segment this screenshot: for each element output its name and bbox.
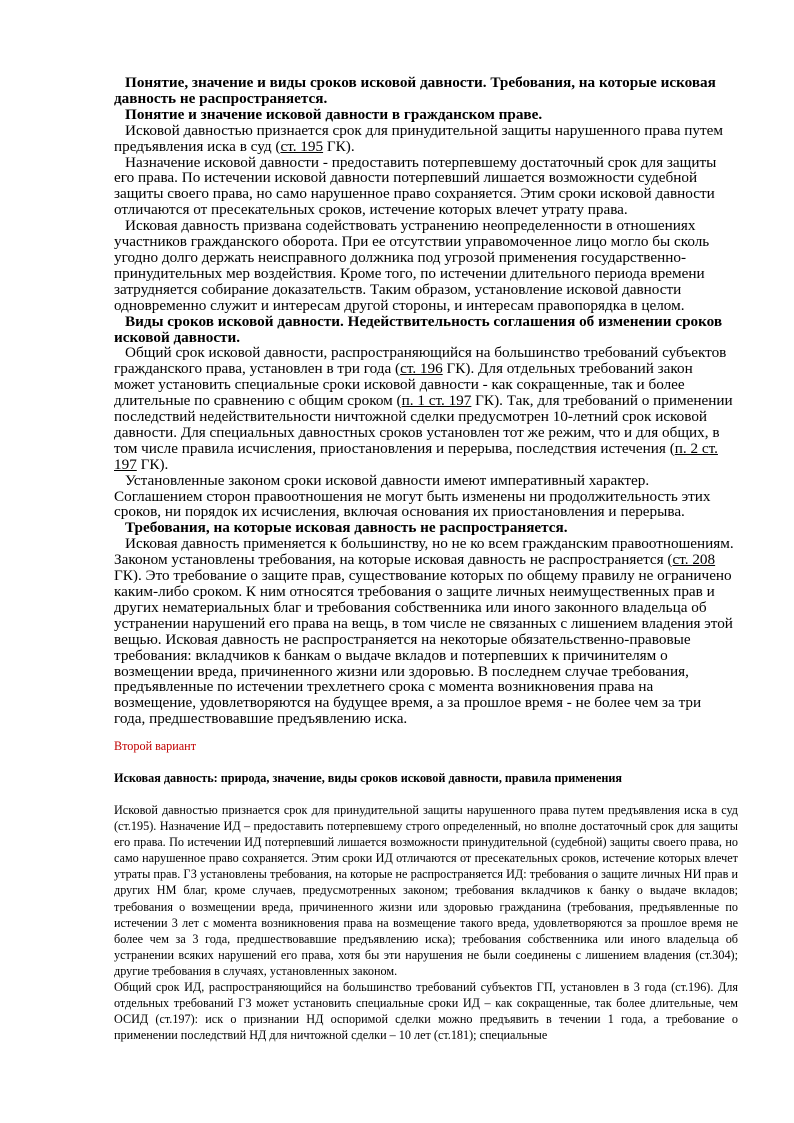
section-second-variant bbox=[114, 802, 738, 1043]
section-main bbox=[114, 75, 734, 727]
paragraph: Общий срок исковой давности, распространяющийся на большинство требований субъектов гражданского права, установлен в три года (ст. 196 ГК). Для отдельных требований закон может установить специальные сроки исковой давности - как сокращенные, так и более длительные по сравнению с общим сроком (п. 1 ст. 197 ГК). Так, для требований о применении последствий недействительности ничтожной сделки предусмотрен 10-летний срок исковой давности. Для специальных давностных сроков установлен тот же режим, что и для общих, в том числе правила исчисления, приостановления и перерыва, последствия истечения (п. 2 ст. 197 ГК). bbox=[114, 344, 733, 473]
link-p1-st-197[interactable]: п. 1 ст. 197 bbox=[401, 392, 472, 410]
section2-title: Исковая давность: природа, значение, виды сроков исковой давности, правила применения bbox=[114, 771, 622, 785]
claims-heading: Требования, на которые исковая давность не распространяется. bbox=[125, 519, 568, 537]
link-st-196[interactable]: ст. 196 bbox=[400, 360, 443, 378]
paragraph: Установленные законом сроки исковой давности имеют императивный характер. Соглашением сторон правоотношения не могут быть изменены ни продолжительность этих сроков, ни порядок их исчисления, включая основания их приостановления и перерыва. bbox=[114, 471, 711, 521]
main-heading: Понятие, значение и виды сроков исковой давности. Требования, на которые исковая давность не распространяется. bbox=[114, 74, 716, 107]
paragraph: Исковая давность призвана содействовать устранению неопределенности в отношениях участников гражданского оборота. При ее отсутствии управомоченное лицо могло бы сколь угодно долго держать неисправного должника под угрозой применения государственно-принудительных мер воздействия. Кроме того, по истечении длительного периода времени затрудняется собирание доказательств. Таким образом, установление исковой давности одновременно служит и интересам другой стороны, и интересам правопорядка в целом. bbox=[114, 217, 710, 314]
paragraph: Исковой давностью признается срок для принудительной защиты нарушенного права путем предъявления иска в суд (ст. 195 ГК). bbox=[114, 121, 723, 155]
paragraph: Назначение исковой давности - предоставить потерпевшему достаточный срок для защиты его права. По истечении исковой давности потерпевший лишается возможности судебной защиты своего права, но само нарушенное право сохраняется. Этим сроки исковой давности отличаются от пресекательных сроков, истечение которых влечет утрату права. bbox=[114, 153, 717, 219]
variant-label: Второй вариант bbox=[114, 739, 197, 753]
kinds-heading: Виды сроков исковой давности. Недействительность соглашения об изменении сроков исковой давности. bbox=[114, 312, 723, 346]
concept-heading: Понятие и значение исковой давности в гражданском праве. bbox=[125, 105, 543, 123]
link-p2-st-197[interactable]: п. 2 ст. 197 bbox=[114, 439, 718, 473]
link-st-208[interactable]: ст. 208 bbox=[672, 551, 716, 569]
paragraph: Исковой давностью признается срок для принудительной защиты нарушенного права путем предъявления иска в суд (ст.195). Назначение ИД – предоставить потерпевшему строго определенный, но вполне достаточный срок для защиты его права. По истечении ИД потерпевший лишается возможности принудительной (судебной) защиты своего права, но само нарушенное право сохраняется. Этим сроки ИД отличаются от пресекательных сроков, истечение которых влечет утраты прав. ГЗ установлены требования, на которые не распространяется ИД: требования о защите личных НИ прав и других НМ благ, кроме случаев, предусмотренных законом; требования вкладчиков к банку о выдаче вкладов; требования о возмещении вреда, причиненного жизни или здоровью гражданина (требования, предъявленные по истечении 3 лет с момента возникновения права на возмещение такого вреда, удовлетворяются за прошлое время не более чем за 3 года, предшествовавшие предъявлению иска); требования собственника или иного владельца об устранении всяких нарушений его права, хотя бы эти нарушения не были соединены с лишением владения (ст.304); другие требования в случаях, установленных законом. bbox=[114, 803, 738, 978]
link-st-195[interactable]: ст. 195 bbox=[280, 137, 324, 155]
paragraph: Исковая давность применяется к большинству, но не ко всем гражданским правоотношениям. Законом установлены требования, на которые исковая давность не распространяется (ст. 208 ГК). Это требование о защите прав, существование которых по общему правилу не ограничено каким-либо сроком. К ним относятся требования о защите личных неимущественных прав и других нематериальных благ и требования собственника или иного законного владельца об устранении нарушений его права на вещь, в том числе не связанных с лишением владения этой вещью. Исковая давность не распространяется на некоторые обязательственно-правовые требования: вкладчиков к банкам о выдаче вкладов и потерпевших к причинителям о возмещении вреда, причиненного жизни или здоровью. В последнем случае требования, предъявленные по истечении трехлетнего срока с момента возникновения права на возмещение, удовлетворяются на будущее время, а за прошлое время - не более чем за три года, предшествовавшие предъявлению иска. bbox=[114, 535, 734, 728]
paragraph: Общий срок ИД, распространяющийся на большинство требований субъектов ГП, установлен в 3 года (ст.196). Для отдельных требований ГЗ может установить специальные сроки ИД – как сокращенные, так более длительные, чем ОСИД (ст.197): иск о признании НД оспоримой сделки можно предъявить в течении 1 года, а требование о применении последствий НД для ничтожной сделки – 10 лет (ст.181); специальные bbox=[114, 980, 738, 1043]
